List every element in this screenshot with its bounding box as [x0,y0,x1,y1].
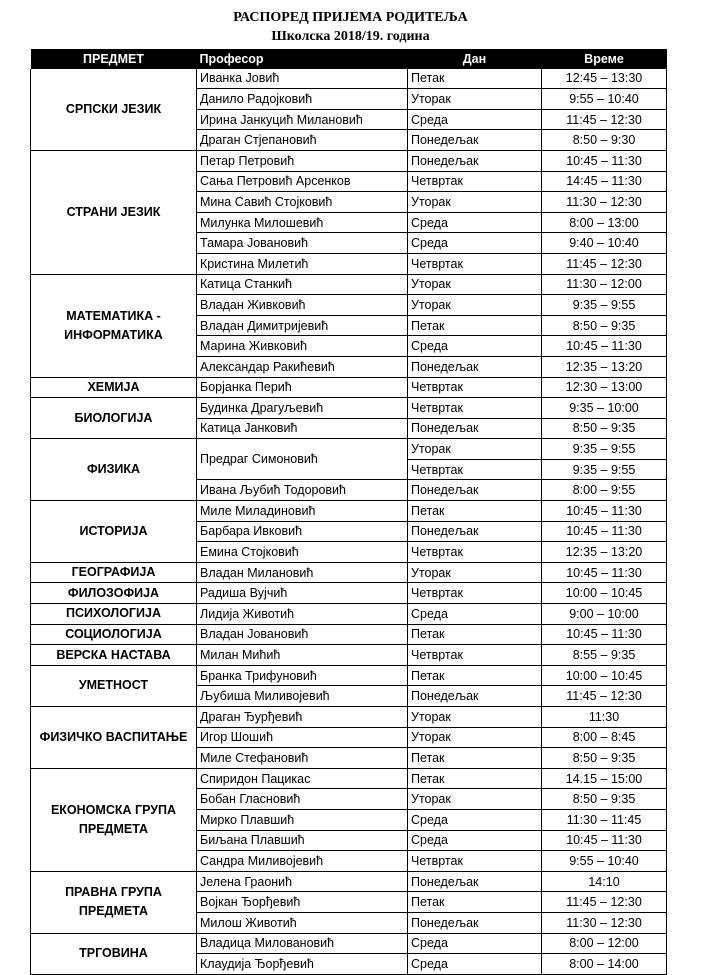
day-cell: Петак [408,315,542,336]
subject-cell: ИСТОРИЈА [31,501,197,563]
time-cell: 11:30 [542,707,667,728]
day-cell: Четвртак [408,459,542,480]
time-cell: 9:40 – 10:40 [542,233,667,254]
time-cell: 9:00 – 10:00 [542,604,667,625]
time-cell: 12:35 – 13:20 [542,542,667,563]
professor-cell: Предраг Симоновић [197,439,408,480]
day-cell: Четвртак [408,377,542,398]
table-row [31,501,667,522]
professor-cell: Игор Шошић [197,727,408,748]
table-row [31,583,667,604]
subject-cell: ПРАВНА ГРУПА ПРЕДМЕТА [31,871,197,933]
day-cell: Петак [408,768,542,789]
subject-cell: СОЦИОЛОГИЈА [31,624,197,645]
time-cell: 11:30 – 12:30 [542,192,667,213]
table-row [31,604,667,625]
professor-cell: Милунка Милошевић [197,212,408,233]
subject-cell: ЕКОНОМСКА ГРУПА ПРЕДМЕТА [31,768,197,871]
professor-cell: Бобан Гласновић [197,789,408,810]
professor-cell: Миле Стефановић [197,748,408,769]
professor-cell: Владица Миловановић [197,933,408,954]
professor-cell: Кристина Милетић [197,253,408,274]
professor-cell: Миле Миладиновић [197,501,408,522]
day-cell: Понедељак [408,912,542,933]
professor-cell: Владан Јовановић [197,624,408,645]
professor-cell: Барбара Ивковић [197,521,408,542]
time-cell: 8:50 – 9:30 [542,130,667,151]
time-cell: 8:50 – 9:35 [542,315,667,336]
time-cell: 8:00 – 8:45 [542,727,667,748]
day-cell: Четвртак [408,645,542,666]
day-cell: Четвртак [408,583,542,604]
professor-cell: Биљана Плавшић [197,830,408,851]
professor-cell: Мирко Плавшић [197,809,408,830]
time-cell: 9:55 – 10:40 [542,851,667,872]
professor-cell: Лидија Животић [197,604,408,625]
day-cell: Среда [408,830,542,851]
day-cell: Уторак [408,192,542,213]
time-cell: 11:45 – 12:30 [542,253,667,274]
time-cell: 14:45 – 11:30 [542,171,667,192]
subject-cell: УМЕТНОСТ [31,665,197,706]
day-cell: Среда [408,954,542,975]
day-cell: Петак [408,624,542,645]
table-row [31,933,667,954]
professor-cell: Сандра Миливојевић [197,851,408,872]
professor-cell: Марина Живковић [197,336,408,357]
day-cell: Понедељак [408,521,542,542]
subject-cell: СТРАНИ ЈЕЗИК [31,150,197,274]
professor-cell: Ивана Љубић Тодоровић [197,480,408,501]
day-cell: Среда [408,212,542,233]
subject-cell: ФИЗИКА [31,439,197,501]
day-cell: Четвртак [408,542,542,563]
day-cell: Понедељак [408,130,542,151]
time-cell: 9:35 – 9:55 [542,295,667,316]
time-cell: 8:00 – 12:00 [542,933,667,954]
time-cell: 10:45 – 11:30 [542,624,667,645]
day-cell: Понедељак [408,418,542,439]
professor-cell: Емина Стојковић [197,542,408,563]
time-cell: 10:45 – 11:30 [542,830,667,851]
time-cell: 8:50 – 9:35 [542,748,667,769]
professor-cell: Драган Стјепановић [197,130,408,151]
time-cell: 8:50 – 9:35 [542,789,667,810]
table-row [31,398,667,419]
subject-cell: ВЕРСКА НАСТАВА [31,645,197,666]
header-subject: ПРЕДМЕТ [31,49,197,69]
table-header-row [31,49,667,69]
time-cell: 10:00 – 10:45 [542,583,667,604]
day-cell: Уторак [408,439,542,460]
day-cell: Понедељак [408,686,542,707]
time-cell: 12:35 – 13:20 [542,356,667,377]
header-time: Време [542,49,667,69]
subject-cell: МАТЕМАТИКА - ИНФОРМАТИКА [31,274,197,377]
professor-cell: Тамара Јовановић [197,233,408,254]
day-cell: Уторак [408,295,542,316]
professor-cell: Радиша Вујчић [197,583,408,604]
subject-cell: ФИЗИЧКО ВАСПИТАЊЕ [31,707,197,769]
subject-cell: ФИЛОЗОФИЈА [31,583,197,604]
page-title: РАСПОРЕД ПРИЈЕМА РОДИТЕЉА [233,10,468,25]
time-cell: 10:45 – 11:30 [542,521,667,542]
subject-cell: БИОЛОГИЈА [31,398,197,439]
table-row [31,377,667,398]
table-row [31,150,667,171]
time-cell: 10:45 – 11:30 [542,150,667,171]
table-row [31,645,667,666]
day-cell: Петак [408,892,542,913]
professor-cell: Војкан Ђорђевић [197,892,408,913]
professor-cell: Љубиша Миливојевић [197,686,408,707]
time-cell: 11:45 – 12:30 [542,686,667,707]
professor-cell: Милош Животић [197,912,408,933]
day-cell: Четвртак [408,398,542,419]
day-cell: Уторак [408,89,542,110]
day-cell: Петак [408,501,542,522]
time-cell: 14:10 [542,871,667,892]
day-cell: Понедељак [408,356,542,377]
professor-cell: Данило Радојковић [197,89,408,110]
time-cell: 11:30 – 12:00 [542,274,667,295]
schedule-table [30,49,667,975]
time-cell: 12:45 – 13:30 [542,69,667,89]
professor-cell: Ирина Јанкуцић Милановић [197,109,408,130]
table-row [31,624,667,645]
table-row [31,274,667,295]
time-cell: 14.15 – 15:00 [542,768,667,789]
professor-cell: Александар Ракићевић [197,356,408,377]
header-day: Дан [408,49,542,69]
day-cell: Четвртак [408,171,542,192]
table-row [31,562,667,583]
time-cell: 8:00 – 14:00 [542,954,667,975]
table-row [31,439,667,460]
day-cell: Понедељак [408,150,542,171]
professor-cell: Владан Милановић [197,562,408,583]
time-cell: 8:00 – 13:00 [542,212,667,233]
day-cell: Понедељак [408,871,542,892]
day-cell: Четвртак [408,851,542,872]
professor-cell: Катица Станкић [197,274,408,295]
professor-cell: Спиридон Пацикас [197,768,408,789]
time-cell: 9:55 – 10:40 [542,89,667,110]
day-cell: Петак [408,69,542,89]
time-cell: 11:30 – 12:30 [542,912,667,933]
day-cell: Среда [408,336,542,357]
time-cell: 10:45 – 11:30 [542,336,667,357]
professor-cell: Драган Ђурђевић [197,707,408,728]
day-cell: Среда [408,604,542,625]
table-row [31,707,667,728]
time-cell: 9:35 – 10:00 [542,398,667,419]
table-row [31,665,667,686]
time-cell: 11:45 – 12:30 [542,892,667,913]
day-cell: Уторак [408,707,542,728]
time-cell: 10:45 – 11:30 [542,501,667,522]
professor-cell: Петар Петровић [197,150,408,171]
subject-cell: ХЕМИЈА [31,377,197,398]
day-cell: Среда [408,809,542,830]
professor-cell: Клаудија Ђорђевић [197,954,408,975]
day-cell: Понедељак [408,480,542,501]
day-cell: Уторак [408,727,542,748]
professor-cell: Катица Јанковић [197,418,408,439]
time-cell: 8:55 – 9:35 [542,645,667,666]
time-cell: 11:45 – 12:30 [542,109,667,130]
day-cell: Среда [408,933,542,954]
header-professor: Професор [197,49,408,69]
professor-cell: Милан Мићић [197,645,408,666]
time-cell: 8:00 – 9:55 [542,480,667,501]
day-cell: Среда [408,233,542,254]
professor-cell: Сања Петровић Арсенков [197,171,408,192]
subject-cell: ПСИХОЛОГИЈА [31,604,197,625]
time-cell: 12:30 – 13:00 [542,377,667,398]
day-cell: Уторак [408,562,542,583]
professor-cell: Јелена Граонић [197,871,408,892]
professor-cell: Владан Димитријевић [197,315,408,336]
time-cell: 11:30 – 11:45 [542,809,667,830]
day-cell: Петак [408,665,542,686]
day-cell: Уторак [408,274,542,295]
table-row [31,871,667,892]
professor-cell: Будинка Драгуљевић [197,398,408,419]
school-year-subtitle: Школска 2018/19. година [271,29,430,44]
time-cell: 10:45 – 11:30 [542,562,667,583]
day-cell: Среда [408,109,542,130]
table-row [31,69,667,89]
subject-cell: ГЕОГРАФИЈА [31,562,197,583]
professor-cell: Владан Живковић [197,295,408,316]
subject-cell: СРПСКИ ЈЕЗИК [31,69,197,151]
professor-cell: Иванка Јовић [197,69,408,89]
professor-cell: Мина Савић Стојковић [197,192,408,213]
time-cell: 9:35 – 9:55 [542,459,667,480]
time-cell: 9:35 – 9:55 [542,439,667,460]
table-row [31,768,667,789]
day-cell: Петак [408,748,542,769]
time-cell: 10:00 – 10:45 [542,665,667,686]
schedule-body [31,69,667,975]
professor-cell: Бранка Трифуновић [197,665,408,686]
day-cell: Уторак [408,789,542,810]
time-cell: 8:50 – 9:35 [542,418,667,439]
professor-cell: Борјанка Перић [197,377,408,398]
subject-cell: ТРГОВИНА [31,933,197,974]
day-cell: Четвртак [408,253,542,274]
